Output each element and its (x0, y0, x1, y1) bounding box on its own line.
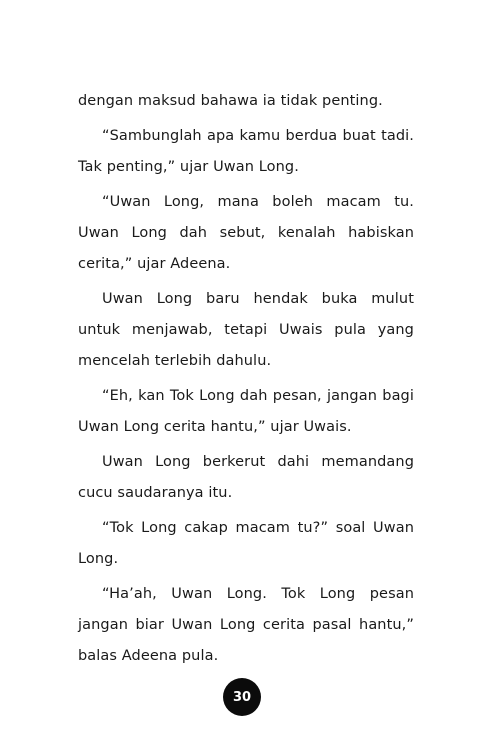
paragraph: “Ha’ah, Uwan Long. Tok Long pesan jangan biar Uwan Long cerita pasal hantu,” balas Adeena pula. (78, 586, 414, 664)
paragraph: “Eh, kan Tok Long dah pesan, jangan bagi Uwan Long cerita hantu,” ujar Uwais. (78, 388, 414, 435)
page-number-badge: 30 (223, 678, 261, 716)
paragraph: Uwan Long berkerut dahi memandang cucu saudaranya itu. (78, 454, 414, 501)
paragraph: “Uwan Long, mana boleh macam tu. Uwan Long dah sebut, kenalah habiskan cerita,” ujar Adeena. (78, 194, 414, 272)
body-text (78, 86, 414, 676)
paragraph: dengan maksud bahawa ia tidak penting. (78, 93, 383, 109)
paragraph: Uwan Long baru hendak buka mulut untuk menjawab, tetapi Uwais pula yang mencelah terlebih dahulu. (78, 291, 414, 369)
paragraph: “Tok Long cakap macam tu?” soal Uwan Long. (78, 520, 414, 567)
paragraph: “Sambunglah apa kamu berdua buat tadi. Tak penting,” ujar Uwan Long. (78, 128, 414, 175)
